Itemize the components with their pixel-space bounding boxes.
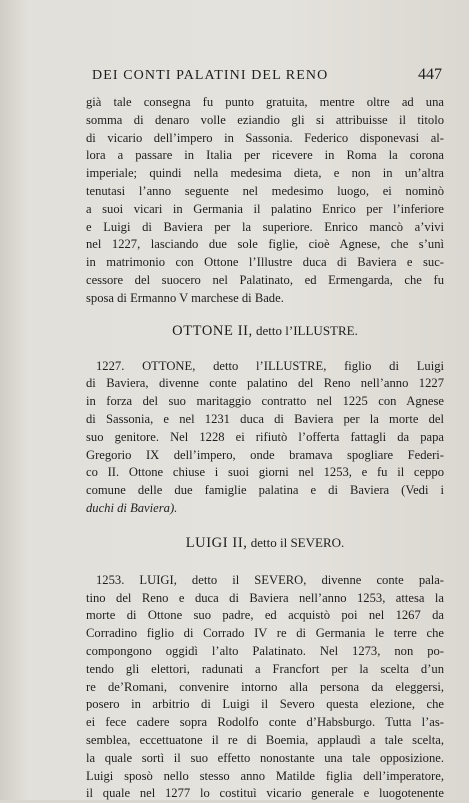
- text-line: tendo gli elettori, radunati a Francfort per la scelta d’un: [86, 661, 444, 676]
- text-line: tino del Reno e duca di Baviera nell’anno 1253, attesa la: [86, 590, 444, 605]
- heading-title: LUIGI II,: [185, 534, 248, 551]
- text-line: la quale sortì il suo effetto nonostante una tale opposizione.: [86, 750, 444, 765]
- text-line: già tale consegna fu punto gratuita, mentre oltre ad una: [86, 95, 444, 109]
- text-line: di Baviera, divenne conte palatino del Reno nell’anno 1227: [86, 376, 444, 391]
- paragraph-enrico: [86, 94, 444, 308]
- text-line: di vicario dell’impero in Sassonia. Federico disponevasi al-: [86, 130, 444, 145]
- text-line: lora a passare in Italia per ricevere in Roma la corona: [86, 148, 444, 163]
- text-line: ei fece cadere sopra Rodolfo conte d’Habsburgo. Tutta l’as-: [86, 715, 444, 730]
- text-line: cessore del suocero nel Palatinato, ed Ermengarda, che fu: [86, 272, 444, 287]
- paragraph-luigi: [86, 572, 444, 803]
- text-line: Luigi sposò nello stesso anno Matilde figlia dell’imperatore,: [86, 768, 444, 783]
- text-line: Corradino figlio di Corrado IV re di Germania le terre che: [86, 626, 444, 641]
- text-line: in matrimonio con Ottone l’Illustre duca di Baviera e suc-: [86, 255, 444, 270]
- text-line: e Luigi di Baviera per la superiore. Enrico mancò a’vivi: [86, 219, 444, 234]
- running-head: DEI CONTI PALATINI DEL RENO: [92, 68, 329, 83]
- text-line: Gregorio IX dell’impero, onde bramava spogliare Federi-: [86, 447, 444, 462]
- text-line: 1253. LUIGI, detto il SEVERO, divenne conte pala-: [96, 572, 444, 587]
- text-line: il quale nel 1277 lo costituì vicario generale e luogotenente: [86, 786, 444, 801]
- text-line: a suoi vicari in Germania il palatino Enrico per l’inferiore: [86, 201, 444, 216]
- body-text: [86, 94, 444, 803]
- heading-subtitle: detto l’ILLUSTRE.: [252, 322, 358, 338]
- text-line: in forza del suo maritaggio contratto nel 1225 con Agnese: [86, 394, 444, 409]
- text-line: posero in arbitrio di Luigi il Severo questa elezione, che: [86, 697, 444, 712]
- heading-subtitle: detto il SEVERO.: [247, 534, 345, 550]
- section-heading-luigi: [86, 533, 444, 553]
- section-heading-ottone: [86, 321, 444, 341]
- text-line: 1227. OTTONE, detto l’ILLUSTRE, figlio di Luigi: [96, 358, 444, 373]
- text-line: compongono oggidì l’alto Palatinato. Nel 1273, non po-: [86, 643, 444, 658]
- text-line: semblea, eccettuatone il re di Boemia, applaudì a tale scelta,: [86, 732, 444, 747]
- text-line: comune delle due famiglie palatina e di Baviera (Vedi i: [86, 483, 444, 498]
- text-line: suo genitore. Nel 1228 ei rifiutò l’offerta fattagli da papa: [86, 429, 444, 444]
- text-line: di Sassonia, e nel 1231 duca di Baviera per la morte del: [86, 411, 444, 426]
- page-header: [92, 68, 442, 90]
- text-line: imperiale; quindi nella medesima dieta, e non in un’altra: [86, 166, 444, 181]
- text-line: nel 1227, lasciando due sole figlie, cioè Agnese, che s’unì: [86, 237, 444, 252]
- text-line: re de’Romani, convenire intorno alla persona da eleggersi,: [86, 679, 444, 694]
- page-number: 447: [418, 66, 442, 83]
- heading-title: OTTONE II,: [172, 322, 253, 339]
- text-line: sposa di Ermanno V marchese di Bade.: [86, 290, 284, 305]
- text-line: morte di Ottone suo padre, ed acquistò poi nel 1267 da: [86, 608, 444, 623]
- text-line: co II. Ottone chiuse i suoi giorni nel 1253, e fu il ceppo: [86, 465, 444, 480]
- text-line: tenutasi l’anno seguente nel medesimo luogo, ei nominò: [86, 183, 444, 198]
- paragraph-ottone: [86, 358, 444, 518]
- text-line: somma di denaro volle eziandio gli si attribuisse il titolo: [86, 112, 444, 127]
- text-line: duchi di Baviera).: [86, 500, 178, 515]
